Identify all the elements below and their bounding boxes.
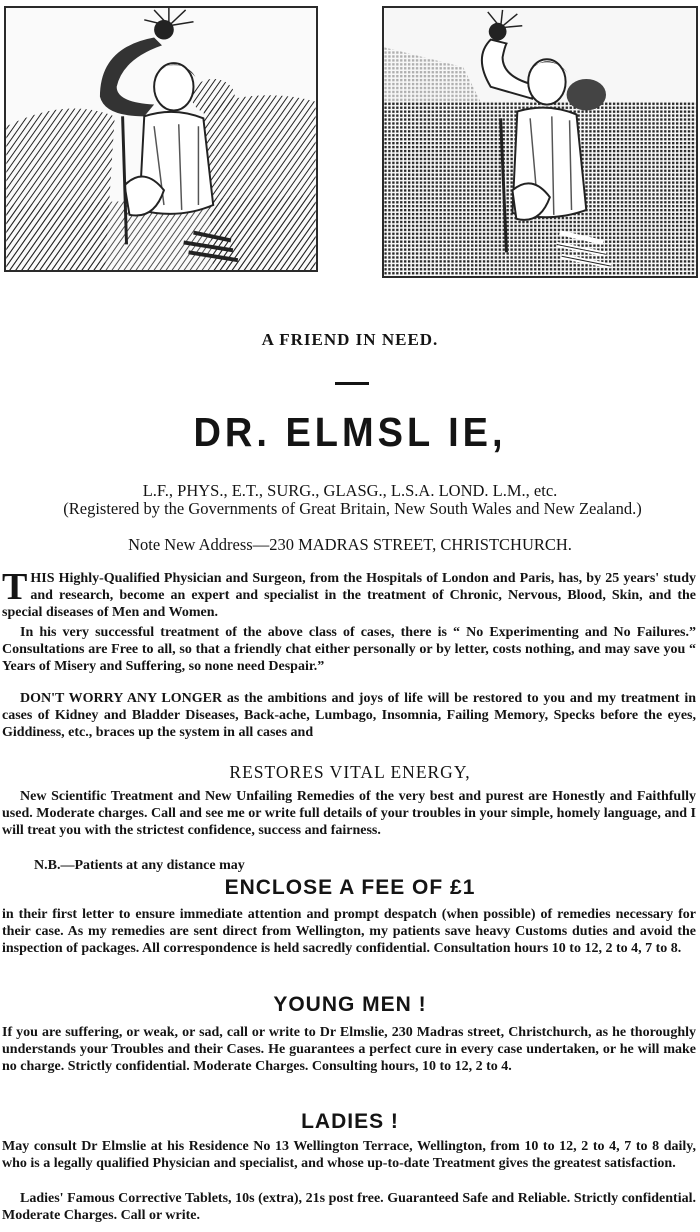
illustration-right <box>382 6 698 278</box>
success-paragraph: In his very successful treatment of the above class of cases, there is “ No Experimenting and No Failures.” Consultations are Free to all, so that a friendly chat either personally or by letter, costs nothing, and may save you “ Years of Misery and Suffering, so none need Despair.” <box>2 625 696 674</box>
young-men-heading: YOUNG MEN ! <box>273 993 427 1016</box>
ladies-paragraph: May consult Dr Elmslie at his Residence No 13 Wellington Terrace, Wellington, from 10 to 12, 2 to 4, 7 to 8 daily, who is a legally qualified Physician and specialist, and whose up-to-date Treatment gives the greatest satisfaction. <box>2 1139 696 1171</box>
illustration-left <box>4 6 318 272</box>
credentials-line: L.F., PHYS., E.T., SURG., GLASG., L.S.A. LOND. L.M., etc. <box>142 481 558 500</box>
intro-text: HIS Highly-Qualified Physician and Surgeon, from the Hospitals of London and Paris, has, by 25 years' study and research, become an expert and specialist in the treatment of Chronic, Nervous, Blood, Skin, and the special diseases of Men and Women. <box>2 571 696 620</box>
page-heading: A FRIEND IN NEED. <box>261 330 439 349</box>
restores-heading: RESTORES VITAL ENERGY, <box>229 762 471 782</box>
divider-rule <box>335 382 369 385</box>
tablets-paragraph: Ladies' Famous Corrective Tablets, 10s (extra), 21s post free. Guaranteed Safe and Reliable. Strictly confidential. Moderate Charges. Call or write. <box>2 1191 696 1223</box>
ladies-heading: LADIES ! <box>301 1110 399 1133</box>
page-title: DR. ELMSL IE, <box>193 410 507 456</box>
registration-note: (Registered by the Governments of Great Britain, New South Wales and New Zealand.) <box>63 499 642 518</box>
intro-paragraph <box>2 566 696 621</box>
woman-with-raised-arm-engraving-icon <box>6 8 316 270</box>
scientific-paragraph: New Scientific Treatment and New Unfailing Remedies of the very best and purest are Honestly and Faithfully used. Moderate charges. Call and see me or write full details of your troubles in your simple, homely language, and I will treat you with the strictest confidence, success and fairness. <box>2 789 696 838</box>
fee-paragraph: in their first letter to ensure immediate attention and prompt despatch (when possible) of remedies necessary for their case. As my remedies are sent direct from Wellington, my patients save heavy Customs duties and avoid the inspection of packages. All correspondence is held sacredly confidential. Consultation hours 10 to 12, 2 to 4, 7 to 8. <box>2 907 696 956</box>
enclose-fee-heading: ENCLOSE A FEE OF £1 <box>224 876 476 899</box>
woman-with-raised-arm-engraving-icon <box>384 8 696 276</box>
worry-paragraph: DON'T WORRY ANY LONGER as the ambitions and joys of life will be restored to you and my treatment in cases of Kidney and Bladder Diseases, Back-ache, Lumbago, Insomnia, Failing Memory, Specks before the eyes, Giddiness, etc., braces up the system in all cases and <box>2 691 696 740</box>
drop-cap: T <box>2 566 28 608</box>
young-men-paragraph: If you are suffering, or weak, or sad, call or write to Dr Elmslie, 230 Madras street, Christchurch, as he thoroughly understands your Troubles and their Cases. He guarantees a perfect cure in every case undertaken, or he will make no charge. Strictly confidential. Moderate Charges. Consulting hours, 10 to 12, 2 to 4. <box>2 1025 696 1074</box>
address-line: Note New Address—230 MADRAS STREET, CHRISTCHURCH. <box>128 535 572 554</box>
nb-note: N.B.—Patients at any distance may <box>34 858 245 873</box>
